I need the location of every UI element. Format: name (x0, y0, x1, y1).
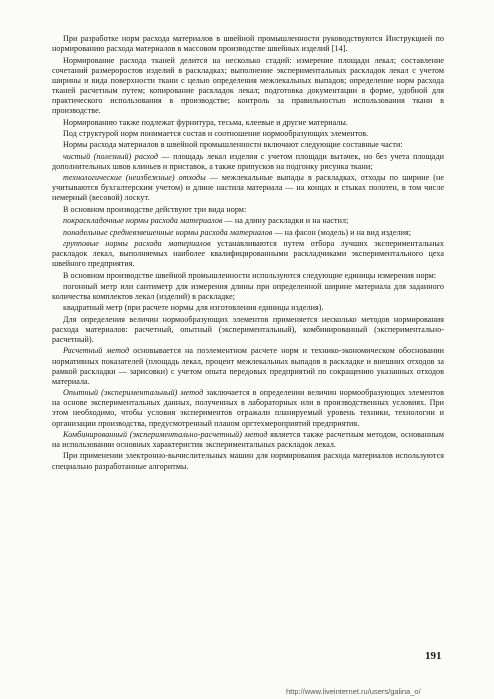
paragraph-text: Нормирование расхода тканей делится на несколько стадий: измерение площади лекал; составление сочетаний размероростов изделий в раскладках; выполнение экспериментальных раскладок лекал с учетом ширины и вида поверхности ткани с целью определения межлекальных выпадов; определение норм расхода тканей расчетным путем; копирование раскладок лекал; подготовка документации в форме, удобной для практического использования в производстве; контроль за правильностью использования ткани в производстве. (52, 55, 444, 116)
paragraph-text: погонный метр или сантиметр для измерения длины при определенной ширине материала для заданного количества комплектов лекал (изделий) в раскладке; (52, 281, 444, 301)
page-body-text (52, 34, 444, 472)
watermark-url: http://www.liveinternet.ru/users/galina_o/ (286, 687, 421, 696)
definition-paragraph (52, 173, 444, 203)
definition-paragraph (52, 430, 444, 450)
paragraph-text: устанавливаются путем отбора лучших экспериментальных раскладок лекал, выполняемых наиболее квалифицированными раскладчиками экспериментального цеха швейного предприятия. (52, 238, 445, 269)
paragraph-text: В основном производстве действуют три вида норм: (63, 204, 247, 214)
paragraph (52, 205, 444, 215)
paragraph-lead: групповые нормы расхода материалов (63, 238, 211, 248)
paragraph (52, 129, 444, 139)
paragraph-text: При разработке норм расхода материалов в швейной промышленности руководствуются Инструкцией по нормированию расхода материалов в массовом производстве швейных изделий [14]. (52, 34, 444, 54)
paragraph (52, 56, 444, 117)
paragraph-text: является также расчетным методом, основанным на использовании основных характеристик экспериментальных раскладок лекал. (52, 429, 444, 450)
paragraph (52, 451, 444, 471)
paragraph-lead: чистый (полезный) расход (63, 151, 159, 161)
paragraph-text: При применении электронно-вычислительных машин для нормирования расхода материалов используются специально разработанные алгоритмы. (52, 451, 444, 471)
paragraph-lead: технологические (неизбежные) отходы (63, 173, 206, 183)
paragraph-text: Нормированию также подлежат фурнитура, тесьма, клеевые и другие материалы. (63, 117, 348, 127)
paragraph-text: — межлекальные выпады в раскладках, отходы по ширине (не учитываются бухгалтерским учетом) и длине настила материала — на концах и стыках полотен, в том числе немерный (весовой) лоскут. (52, 173, 444, 203)
paragraph-text: В основном производстве швейной промышленности используются следующие единицы измерения норм: (63, 270, 437, 280)
definition-paragraph (52, 152, 444, 172)
paragraph (52, 271, 444, 281)
paragraph (52, 303, 444, 313)
definition-paragraph (52, 346, 444, 387)
paragraph-text: — площадь лекал изделия с учетом площади вытачек, но без учета площади дополнительных швов клиньев и приставок, а также припусков на подгонку рисунка ткани; (52, 151, 444, 171)
paragraph-text: основывается на поэлементном расчете норм и технико-экономическом обосновании нормативных показателей (площадь лекал, процент межлекальных выпадов в раскладке и внешних отходов за рамкой раскладки — зарисовки) с учетом опыта передовых предприятий по сокращению указанных отходов материала. (52, 346, 444, 386)
paragraph (52, 34, 444, 54)
paragraph (52, 315, 444, 345)
paragraph (52, 282, 444, 302)
paragraph-lead: покраскладочные нормы расхода материалов (63, 216, 223, 226)
paragraph-text: Нормы расхода материалов в швейной промышленности включают следующие составные части: (63, 140, 403, 150)
paragraph-lead: Расчетный метод (63, 346, 130, 356)
paragraph-text: заключается в определении величин нормообразующих элементов на основе экспериментальных данных, полученных в лабораторных или в производственных условиях. При этом необходимо, чтобы условия экспериментов отражали планируемый уровень техники, технологии и организации производства, предусмотренный планом оргтехмероприятий предприятия. (52, 388, 444, 428)
paragraph (52, 118, 444, 128)
paragraph (52, 140, 444, 150)
paragraph-text: — на длину раскладки и на настил; (222, 216, 349, 226)
definition-paragraph (52, 239, 444, 269)
paragraph-lead: Комбинированный (экспериментально-расчетный) метод (63, 429, 268, 439)
page-number: 191 (425, 650, 442, 662)
paragraph-text: квадратный метр (при расчете нормы для изготовления единицы изделия). (63, 303, 324, 313)
definition-paragraph (52, 216, 444, 226)
definition-paragraph (52, 228, 444, 238)
paragraph-lead: Опытный (экспериментальный) метод (63, 388, 204, 398)
definition-paragraph (52, 388, 444, 429)
paragraph-text: Под структурой норм понимается состав и соотношение нормообразующих элементов. (63, 128, 369, 138)
paragraph-text: Для определения величин нормообразующих элементов применяется несколько методов нормирования расхода материалов: расчетный, опытный (экспериментальный), комбинированный (экспериментально-расчетный). (52, 314, 444, 344)
paragraph-lead: понадельные средневзвешенные нормы расхода материалов (63, 227, 273, 237)
paragraph-text: — на фасон (модель) и на вид изделия; (272, 227, 412, 237)
